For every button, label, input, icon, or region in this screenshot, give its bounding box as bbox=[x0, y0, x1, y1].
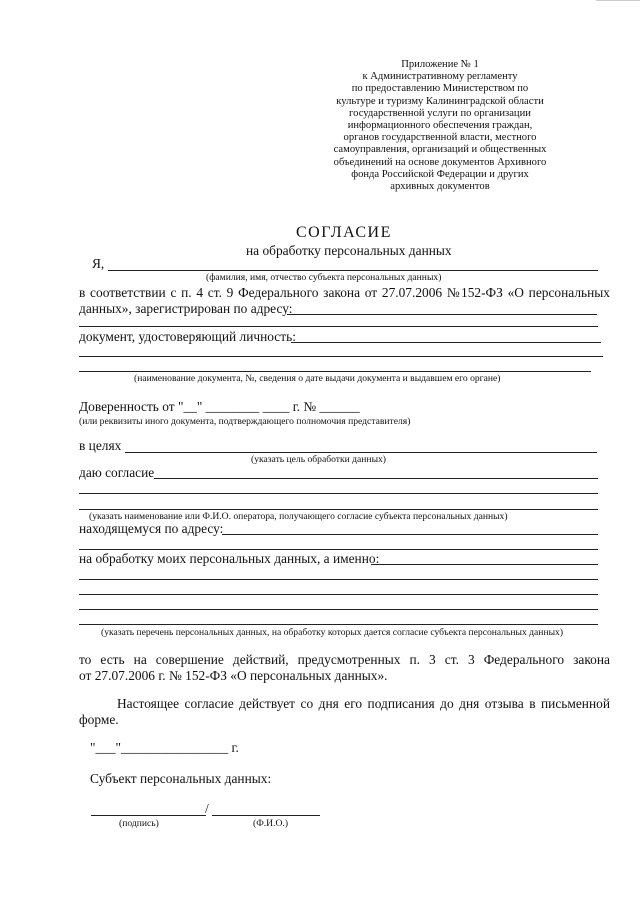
caption-document: (наименование документа, №, сведения о дате выдачи документа и выдавшем его органе) bbox=[134, 373, 501, 384]
document-title: СОГЛАСИЕ bbox=[296, 224, 392, 241]
validity-line-1: Настоящее согласие действует со дня его подписания до дня отзыва в письменной bbox=[117, 696, 610, 711]
caption-list: (указать перечень персональных данных, на обработку которых дается согласие субъекта персональных данных) bbox=[101, 627, 564, 638]
appendix-line: самоуправления, организаций и общественных bbox=[333, 144, 547, 156]
purpose-label: в целях bbox=[79, 438, 122, 453]
appendix-line: по предоставлению Министерством по bbox=[351, 83, 529, 95]
law-line-1: в соответствии с п. 4 ст. 9 Федерального закона от 27.07.2006 №152-ФЗ «О персональных bbox=[79, 285, 610, 300]
validity-line-2: форме. bbox=[79, 712, 119, 727]
id-document-field-line-2[interactable] bbox=[79, 356, 603, 357]
address-field-line[interactable] bbox=[287, 314, 597, 315]
address-field-line-2[interactable] bbox=[79, 326, 598, 327]
located-label: находящемуся по адресу: bbox=[79, 521, 224, 536]
appendix-line: объединений на основе документов Архивного bbox=[333, 156, 547, 168]
data-list-field-line-5[interactable] bbox=[79, 624, 598, 625]
processing-label: на обработку моих персональных данных, а именно: bbox=[79, 551, 380, 566]
appendix-line: государственной услуги по организации bbox=[349, 107, 531, 119]
operator-address-field-line-2[interactable] bbox=[79, 549, 598, 550]
purpose-field-line[interactable] bbox=[125, 452, 597, 453]
actions-line-2: от 27.07.2006 г. № 152-ФЗ «О персональных данных». bbox=[79, 668, 388, 683]
operator-field-line-3[interactable] bbox=[79, 509, 598, 510]
appendix-line: культуре и туризму Калининградской области bbox=[336, 95, 544, 107]
appendix-line: фонда Российской Федерации и других bbox=[351, 168, 529, 180]
law-line-2: данных», зарегистрирован по адресу: bbox=[79, 301, 293, 316]
data-list-field-line[interactable] bbox=[371, 564, 598, 565]
operator-field-line[interactable] bbox=[154, 478, 598, 479]
name-field-line[interactable] bbox=[212, 815, 320, 816]
data-list-field-line-3[interactable] bbox=[79, 594, 598, 595]
appendix-line: архивных документов bbox=[390, 181, 490, 193]
caption-operator: (указать наименование или Ф.И.О. оператора, получающего согласие субъекта персональных данных) bbox=[89, 511, 508, 522]
appendix-line: к Административному регламенту bbox=[362, 71, 518, 83]
appendix-header bbox=[320, 59, 560, 193]
i-label: Я, bbox=[92, 256, 105, 271]
signature-field-line[interactable] bbox=[91, 815, 206, 816]
date-field[interactable]: "___"________________ г. bbox=[90, 740, 239, 755]
appendix-line: Приложение № 1 bbox=[401, 59, 479, 70]
caption-name: (Ф.И.О.) bbox=[253, 818, 289, 829]
id-document-label: документ, удостоверяющий личность: bbox=[79, 329, 296, 344]
id-document-field-line-3[interactable] bbox=[79, 371, 591, 372]
data-list-field-line-4[interactable] bbox=[79, 609, 598, 610]
operator-field-line-2[interactable] bbox=[79, 493, 598, 494]
caption-purpose: (указать цель обработки данных) bbox=[251, 454, 387, 465]
signature-slash: / bbox=[205, 801, 209, 816]
actions-line-1: то есть на совершение действий, предусмотренных п. 3 ст. 3 Федерального закона bbox=[79, 652, 610, 667]
data-list-field-line-2[interactable] bbox=[79, 579, 598, 580]
appendix-line: органов государственной власти, местного bbox=[343, 132, 537, 144]
id-document-field-line[interactable] bbox=[291, 342, 601, 343]
consent-label: даю согласие bbox=[79, 465, 155, 480]
caption-signature: (подпись) bbox=[119, 818, 159, 829]
document-subtitle: на обработку персональных данных bbox=[246, 243, 452, 258]
appendix-line: информационного обеспечения граждан, bbox=[347, 120, 533, 132]
operator-address-field-line[interactable] bbox=[222, 534, 598, 535]
caption-power: (или реквизиты иного документа, подтверждающего полномочия представителя) bbox=[79, 416, 411, 427]
scan-edge-mark bbox=[596, 0, 640, 4]
subject-label: Субъект персональных данных: bbox=[90, 771, 272, 786]
power-of-attorney-label: Доверенность от "__" ________ ____ г. № ______ bbox=[79, 399, 360, 414]
fio-field-line[interactable] bbox=[108, 270, 598, 271]
caption-fio: (фамилия, имя, отчество субъекта персональных данных) bbox=[206, 272, 442, 283]
